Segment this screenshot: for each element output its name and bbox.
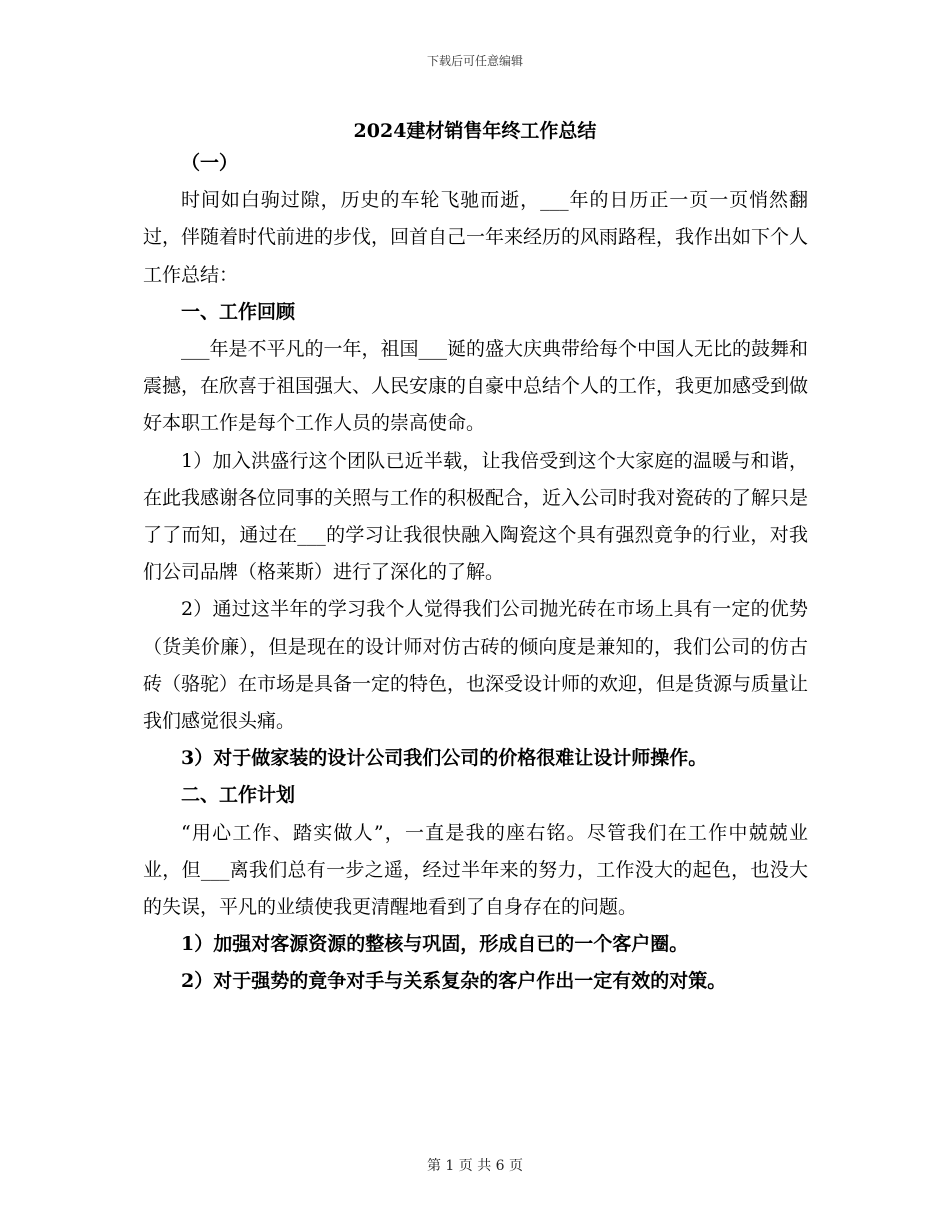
section-heading-review: 一、工作回顾 bbox=[181, 300, 296, 323]
plan-item-1: 1）加强对客源资源的整核与巩固，形成自已的一个客户圈。 bbox=[181, 933, 689, 956]
paragraph-plan: “用心工作、踏实做人”，一直是我的座右铭。尽管我们在工作中兢兢业业，但___离我们总有一步之遥，经过半年来的努力，工作没大的起色，也没大的失误，平凡的业绩使我更清醒地看到了自身存在的问题。 bbox=[143, 821, 808, 919]
part-label: （一） bbox=[181, 152, 239, 174]
paragraph-point-1: 1）加入洪盛行这个团队已近半载，让我倍受到这个大家庭的温暖与和谐，在此我感谢各位同事的关照与工作的积极配合，近入公司时我对瓷砖的了解只是了了而知，通过在___的学习让我很快融入陶瓷这个具有强烈竟争的行业，对我们公司品牌（格莱斯）进行了深化的了解。 bbox=[143, 449, 809, 584]
paragraph-review: ___年是不平凡的一年，祖国___诞的盛大庆典带给每个中国人无比的鼓舞和震撼，在欣喜于祖国强大、人民安康的自豪中总结个人的工作，我更加感受到做好本职工作是每个工作人员的崇高使命。 bbox=[143, 338, 809, 435]
page-header-note: 下载后可任意编辑 bbox=[426, 54, 523, 68]
plan-item-2: 2）对于强势的竟争对手与关系复杂的客户作出一定有效的对策。 bbox=[181, 970, 727, 993]
document-body bbox=[143, 145, 808, 1001]
section-heading-plan: 二、工作计划 bbox=[181, 784, 296, 807]
page-footer-pagination: 第 1 页 共 6 页 bbox=[426, 1158, 524, 1174]
paragraph-intro: 时间如白驹过隙，历史的车轮飞驰而逝，___年的日历正一页一页悄然翻过，伴随着时代前进的步伐，回首自己一年来经历的风雨路程，我作出如下个人工作总结： bbox=[143, 189, 809, 286]
document-title: 2024建材销售年终工作总结 bbox=[353, 120, 597, 142]
paragraph-point-3: 3）对于做家装的设计公司我们公司的价格很难让设计师操作。 bbox=[181, 747, 708, 770]
paragraph-point-2: 2）通过这半年的学习我个人觉得我们公司抛光砖在市场上具有一定的优势（货美价廉），但是现在的设计师对仿古砖的倾向度是兼知的，我们公司的仿古砖（骆驼）在市场是具备一定的特色，也深受设计师的欢迎，但是货源与质量让我们感觉很头痛。 bbox=[143, 598, 809, 733]
